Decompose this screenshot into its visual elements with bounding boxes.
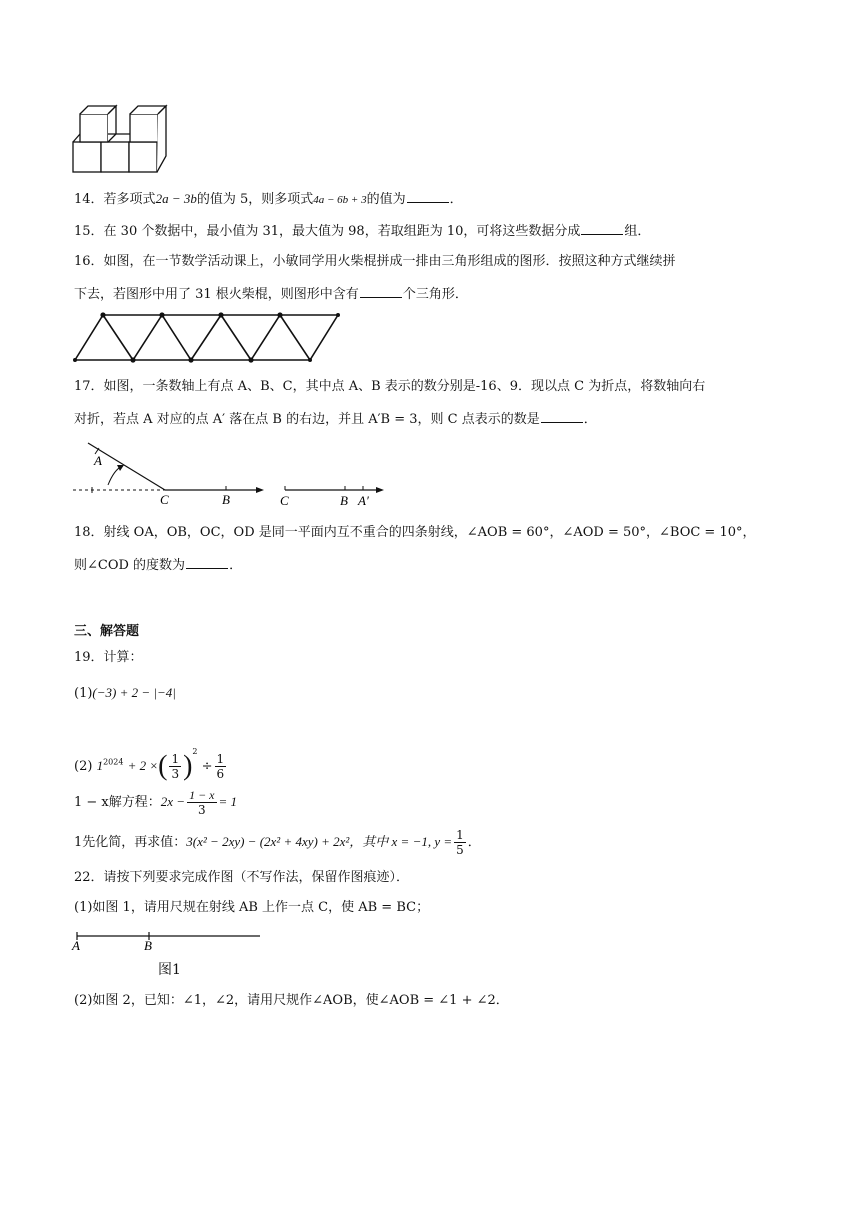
point-B-label: B — [222, 492, 230, 507]
point-A-label: A — [94, 453, 102, 468]
number-line-fold-figure — [70, 438, 270, 508]
question-19: 19．计算： — [74, 650, 143, 665]
answer-blank-17[interactable] — [541, 410, 583, 423]
point-C-label-right: C — [280, 493, 289, 508]
figure-1-caption: 图1 — [158, 962, 181, 978]
question-16-line2: 下去，若图形中用了 31 根火柴棍，则图形中含有 个三角形． — [74, 287, 468, 302]
question-17-line1: 17．如图，一条数轴上有点 A、B、C，其中点 A、B 表示的数分别是-16、9．现以点 C 为折点，将数轴向右 — [74, 379, 706, 394]
answer-blank-14[interactable] — [407, 190, 449, 203]
question-22: 22．请按下列要求完成作图（不写作法，保留作图痕迹）． — [74, 870, 410, 885]
point-B-label-right: B — [340, 493, 348, 508]
point-C-label: C — [160, 492, 169, 507]
matchstick-triangles-figure — [70, 308, 345, 366]
question-22-part2: (2)如图 2，已知：∠1，∠2，请用尺规作∠AOB，使∠AOB = ∠1 + ∠2． — [74, 993, 509, 1008]
question-19-part1: (1)(−3) + 2 − |−4| — [74, 685, 176, 701]
question-18-line2: 则∠COD 的度数为 ． — [74, 558, 243, 573]
question-17-line2: 对折，若点 A 对应的点 A′ 落在点 B 的右边，并且 A′B = 3，则 C 点表示的数是 ． — [74, 412, 597, 427]
figure-1-ray-AB — [70, 926, 270, 952]
question-18-line1: 18．射线 OA，OB，OC，OD 是同一平面内互不重合的四条射线，∠AOB = 60°，∠AOD = 50°，∠BOC = 10°， — [74, 525, 756, 540]
question-20: 1 − x解方程：2x − $\frac{1 - x}{3}$ = 1 — [74, 788, 238, 817]
question-19-part2: (2) $1^{2024} + 2$ ×( $\frac{1}{3}$ )$^2$ ÷ $\frac{1}{6}$ — [74, 747, 225, 782]
question-14: 14．若多项式2a − 3b的值为 5，则多项式4a − 6b + 3的值为 ． — [74, 191, 463, 207]
section-title-answers: 三、解答题 — [74, 624, 140, 639]
number-line-result-figure — [278, 478, 388, 508]
point-A-prime-label: A′ — [358, 493, 369, 508]
answer-blank-18[interactable] — [186, 556, 228, 569]
fig1-point-B: B — [144, 938, 152, 952]
fig1-point-A: A — [72, 938, 80, 952]
question-21: 1先化简，再求值：3(x² − 2xy) − (2x² + 4xy) + 2x²，其中 x = −1, y = $\frac{1}{5}$ ． — [74, 828, 481, 857]
question-22-part1: (1)如图 1，请用尺规在射线 AB 上作一点 C，使 AB = BC； — [74, 900, 430, 915]
answer-blank-16[interactable] — [360, 285, 402, 298]
answer-blank-15[interactable] — [581, 222, 623, 235]
question-15: 15．在 30 个数据中，最小值为 31，最大值为 98，若取组距为 10，可将这些数据分成 组． — [74, 224, 651, 239]
cube-figure — [70, 100, 170, 176]
question-16-line1: 16．如图，在一节数学活动课上，小敏同学用火柴棍拼成一排由三角形组成的图形．按照这种方式继续拼 — [74, 254, 676, 269]
